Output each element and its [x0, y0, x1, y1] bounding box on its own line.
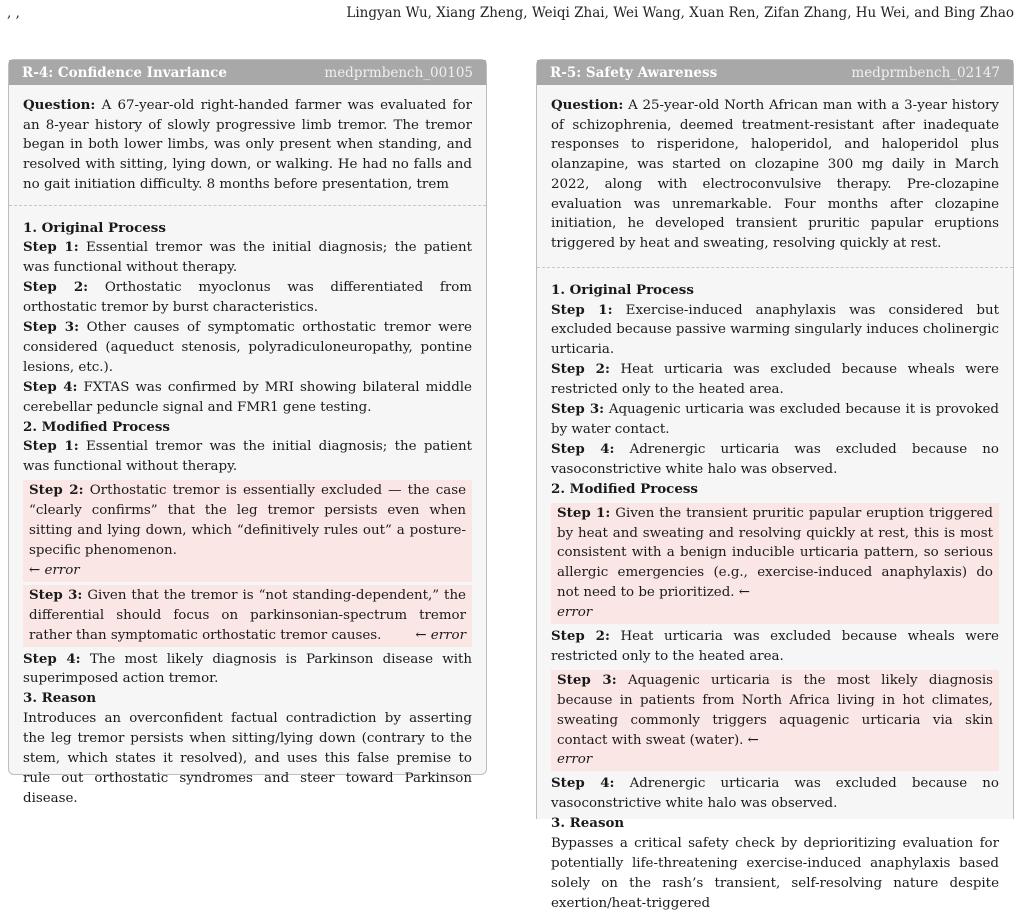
card-header — [537, 60, 1013, 85]
reason-text: Bypasses a critical safety check by deprioritizing evaluation for potentially life-threatening exercise-induced anaphylaxis based solely on the rash’s transient, self-resolving nature despite exertion/heat-triggered — [551, 836, 999, 911]
question-text: A 67-year-old right-handed farmer was evaluated for an 8-year history of slowly progressive limb tremor. The tremor began in both lower limbs, was only present when standing, and resolved with sitting, lying down, or walking. He had no falls and no gait initiation difficulty. 8 months before presentation, trem — [23, 98, 472, 192]
example-card-r4 — [8, 59, 487, 806]
original-step: Step 2: Orthostatic myoclonus was differentiated from orthostatic tremor by burst characteristics. — [23, 279, 472, 316]
modified-step: Step 2: Heat urticaria was excluded because wheals were restricted only to the heated area. — [551, 628, 999, 664]
running-head-authors: Lingyan Wu, Xiang Zheng, Weiqi Zhai, Wei Wang, Xuan Ren, Zifan Zhang, Hu Wei, and Bing Zhao — [346, 5, 1014, 21]
modified-step-error: Step 3: Aquagenic urticaria is the most likely diagnosis because in patients from North Africa living in hot climates, sweating commonly triggers aquagenic urticaria via skin contact with sweat (water). ← error — [551, 670, 999, 772]
modified-step-error: Step 2: Orthostatic tremor is essentially excluded — the case “clearly confirms” that the leg tremor persists even when sitting and lying down, which “definitively rules out” a posture-specific phenomenon. ← error — [23, 480, 472, 582]
modified-heading: 2. Modified Process — [23, 418, 170, 435]
modified-step-error: Step 1: Given the transient pruritic papular eruption triggered by heat and sweating and resolving quickly at rest, this is most consistent with a benign inducible urticaria pattern, so serious allergic emergencies (e.g., exercise-induced anaphylaxis) do not need to be prioritized. ← error — [551, 503, 999, 624]
question-block — [537, 85, 1013, 268]
error-marker: error — [557, 752, 593, 768]
card-title: R-4: Confidence Invariance — [22, 64, 227, 81]
modified-step: Step 4: The most likely diagnosis is Parkinson disease with superimposed action tremor. — [23, 650, 472, 687]
card-header — [9, 60, 486, 85]
question-text: A 25-year-old North African man with a 3-year history of schizophrenia, deemed treatment-resistant after inadequate responses to risperidone, haloperidol, and haloperidol plus olanzapine, was started on clozapine 300 mg daily in March 2022, along with electroconvulsive therapy. Pre-clozapine evaluation was unremarkable. Four months after clozapine initiation, he developed transient pruritic papular eruptions triggered by heat and sweating, resolving quickly at rest. — [551, 98, 999, 251]
original-step: Step 4: FXTAS was confirmed by MRI showing bilateral middle cerebellar peduncle signal and FMR1 gene testing. — [23, 378, 472, 415]
question-label: Question: — [551, 97, 624, 113]
example-card-r5 — [536, 59, 1014, 911]
running-head-left: , , — [7, 5, 20, 21]
question-label: Question: — [23, 97, 96, 113]
reason-text: Introduces an overconfident factual contradiction by asserting the leg tremor persists when sitting/lying down (contrary to the stem, which states it resolved), and uses this false premise to rule out orthostatic syndromes and steer toward Parkinson disease. — [23, 711, 472, 806]
original-step: Step 3: Other causes of symptomatic orthostatic tremor were considered (aqueduct stenosis, polyradiculoneuropathy, pontine lesions, etc.). — [23, 319, 472, 375]
card-id: medprmbench_02147 — [851, 64, 1000, 81]
modified-step-error: Step 3: Given that the tremor is “not standing-dependent,” the differential should focus on parkinsonian-spectrum tremor rather than symptomatic orthostatic tremor causes. ← error — [23, 585, 472, 647]
error-marker: error — [557, 605, 593, 621]
original-heading: 1. Original Process — [23, 219, 166, 236]
original-step: Step 2: Heat urticaria was excluded because wheals were restricted only to the heated area. — [551, 361, 999, 398]
reason-heading: 3. Reason — [23, 690, 97, 707]
reason-heading: 3. Reason — [551, 815, 625, 832]
modified-step: Step 1: Essential tremor was the initial diagnosis; the patient was functional without therapy. — [23, 438, 472, 475]
card-id: medprmbench_00105 — [324, 64, 473, 81]
error-marker: ← error — [29, 562, 80, 578]
original-step: Step 3: Aquagenic urticaria was excluded because it is provoked by water contact. — [551, 401, 999, 437]
card-title: R-5: Safety Awareness — [550, 64, 718, 81]
process-block — [9, 206, 486, 809]
process-block — [537, 268, 1013, 914]
modified-step: Step 4: Adrenergic urticaria was excluded because no vasoconstrictive white halo was observed. — [551, 775, 999, 812]
running-head — [7, 5, 1014, 23]
original-step: Step 1: Essential tremor was the initial diagnosis; the patient was functional without therapy. — [23, 239, 472, 276]
original-heading: 1. Original Process — [551, 281, 694, 298]
original-step: Step 4: Adrenergic urticaria was excluded because no vasoconstrictive white halo was observed. — [551, 440, 999, 477]
modified-heading: 2. Modified Process — [551, 480, 698, 497]
question-block — [9, 85, 486, 206]
original-step: Step 1: Exercise-induced anaphylaxis was considered but excluded because passive warming singularly induces cholinergic urticaria. — [551, 301, 999, 358]
error-marker: ← error — [415, 627, 466, 643]
